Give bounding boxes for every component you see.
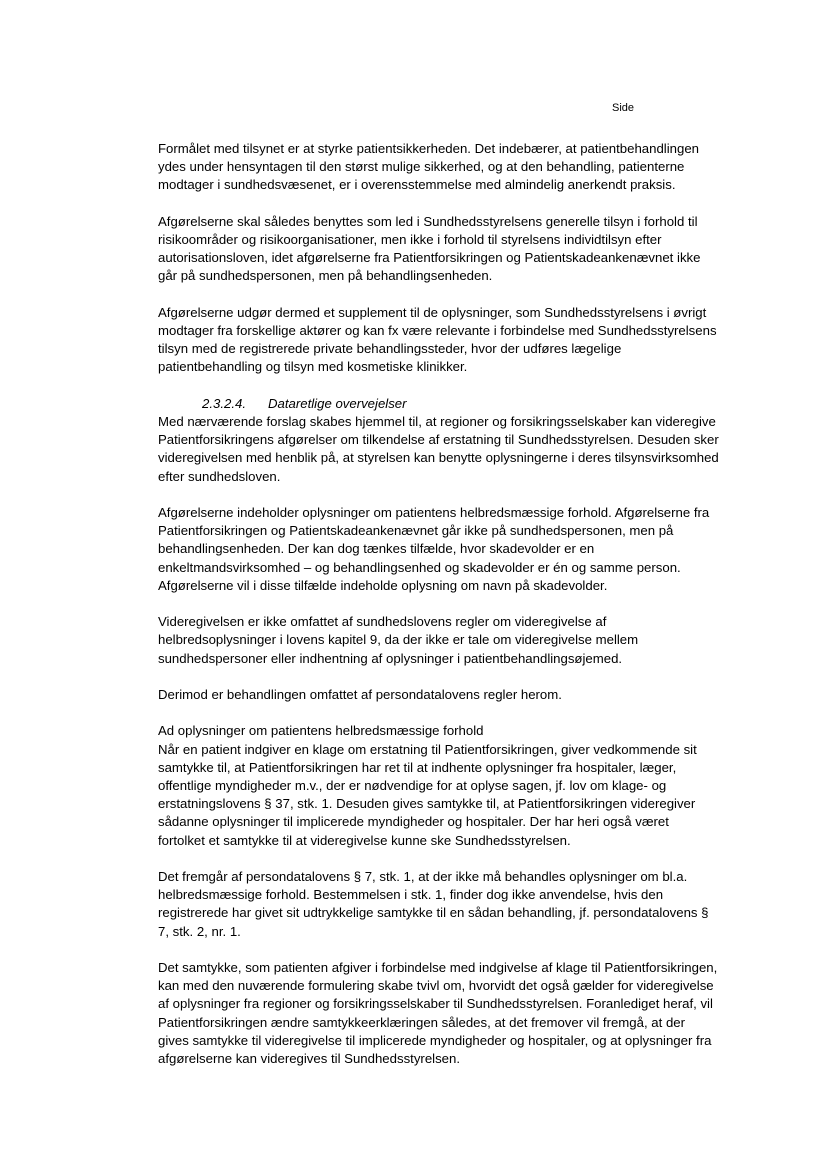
section-heading bbox=[158, 395, 758, 413]
document-body bbox=[158, 140, 758, 1086]
text-line: patientbehandling og tilsyn med kosmetiske klinikker. bbox=[158, 359, 468, 375]
text-line: fortolket et samtykke til at videregivelse kunne ske Sundhedsstyrelsen. bbox=[158, 832, 571, 848]
text-line: Afgørelserne udgør dermed et supplement til de oplysninger, som Sundhedsstyrelsens i øvrigt bbox=[158, 304, 707, 320]
text-line: risikoområder og risikoorganisationer, men ikke i forhold til styrelsens individtilsyn efter bbox=[158, 232, 662, 247]
text-line: registrerede har givet sit udtrykkelige samtykke til en sådan behandling, jf. persondatalovens § bbox=[158, 905, 709, 921]
text-line: afgørelserne kan videregives til Sundhedsstyrelsen. bbox=[158, 1051, 461, 1067]
section-title: Dataretlige overvejelser bbox=[268, 395, 407, 411]
text-line: sundhedspersoner eller indhentning af oplysninger i patientbehandlingsøjemed. bbox=[158, 650, 623, 666]
text-line: Patientforsikringen og Patientskadeankenævnet går ikke på sundhedspersonen, men på bbox=[158, 523, 674, 539]
text-line: autorisationsloven, idet afgørelserne fra Patientforsikringen og Patientskadeankenævnet ikke bbox=[158, 250, 701, 266]
text-line: Patientforsikringens afgørelser om tilkendelse af erstatning til Sundhedsstyrelsen. Desuden sker bbox=[158, 432, 719, 448]
text-line: sådanne oplysninger til implicerede myndigheder og hospitaler. Der har heri også været bbox=[158, 814, 669, 830]
paragraph bbox=[158, 959, 758, 1068]
text-line: videregivelsen med henblik på, at styrelsen kan benytte oplysningerne i deres tilsynsvirksomhed bbox=[158, 450, 719, 466]
text-line: Derimod er behandlingen omfattet af persondatalovens regler herom. bbox=[158, 687, 562, 702]
text-line: Afgørelserne vil i disse tilfælde indeholde oplysning om navn på skadevolder. bbox=[158, 577, 608, 593]
text-line: 7, stk. 2, nr. 1. bbox=[158, 923, 241, 939]
text-line: Afgørelserne indeholder oplysninger om patientens helbredsmæssige forhold. Afgørelserne fra bbox=[158, 505, 710, 520]
text-line: ydes under hensyntagen til den størst mulige sikkerhed, og at den behandling, patienterne bbox=[158, 159, 685, 175]
paragraph bbox=[158, 140, 758, 195]
text-line: Ad oplysninger om patientens helbredsmæssige forhold bbox=[158, 723, 484, 739]
text-line: modtager i sundhedsvæsenet, er i overensstemmelse med almindelig anerkendt praksis. bbox=[158, 177, 676, 193]
page-label: Side bbox=[612, 102, 635, 114]
section-number: 2.3.2.4. bbox=[202, 395, 246, 411]
paragraph bbox=[158, 868, 758, 941]
text-line: kan med den nuværende formulering skabe tvivl om, hvorvidt det også gælder for videregivelse bbox=[158, 978, 714, 994]
text-line: Formålet med tilsynet er at styrke patientsikkerheden. Det indebærer, at patientbehandlingen bbox=[158, 141, 699, 156]
paragraph bbox=[158, 213, 758, 286]
text-line: erstatningslovens § 37, stk. 1. Desuden gives samtykke til, at Patientforsikringen videregiver bbox=[158, 796, 696, 812]
text-line: tilsyn med de registrerede private behandlingssteder, hvor der udføres lægelige bbox=[158, 341, 622, 357]
text-line: efter sundhedsloven. bbox=[158, 468, 281, 484]
paragraph bbox=[158, 304, 758, 377]
paragraph bbox=[158, 722, 758, 849]
text-line: går på sundhedspersonen, men på behandlingsenheden. bbox=[158, 268, 493, 284]
paragraph bbox=[158, 504, 758, 595]
text-line: samtykke til, at Patientforsikringen har ret til at indhente oplysninger fra hospitaler, læger, bbox=[158, 759, 677, 775]
text-line: gives samtykke til videregivelse til implicerede myndigheder og hospitaler, og at oplysninger fra bbox=[158, 1032, 712, 1048]
paragraph bbox=[158, 613, 758, 668]
text-line: Det fremgår af persondatalovens § 7, stk. 1, at der ikke må behandles oplysninger om bl.a. bbox=[158, 869, 688, 884]
text-line: Patientforsikringen ændre samtykkeerklæringen således, at det fremover vil fremgå, at der bbox=[158, 1014, 686, 1030]
text-line: af oplysninger fra regioner og forsikringsselskaber til Sundhedsstyrelsen. Foranlediget heraf, vil bbox=[158, 996, 713, 1012]
text-line: Videregivelsen er ikke omfattet af sundhedslovens regler om videregivelse af bbox=[158, 614, 607, 630]
text-line: behandlingsenheden. Der kan dog tænkes tilfælde, hvor skadevolder er en bbox=[158, 541, 595, 557]
text-line: offentlige myndigheder m.v., der er nødvendige for at oplyse sagen, jf. lov om klage- og bbox=[158, 778, 667, 793]
section-paragraph bbox=[158, 395, 758, 486]
text-line: Det samtykke, som patienten afgiver i forbindelse med indgivelse af klage til Patientforsikringen, bbox=[158, 960, 718, 975]
text-line: Når en patient indgiver en klage om erstatning til Patientforsikringen, giver vedkommende sit bbox=[158, 741, 697, 757]
text-line: Afgørelserne skal således benyttes som led i Sundhedsstyrelsens generelle tilsyn i forhold til bbox=[158, 213, 698, 229]
text-line: helbredsmæssige forhold. Bestemmelsen i stk. 1, finder dog ikke anvendelse, hvis den bbox=[158, 887, 664, 903]
text-line: modtager fra forskellige aktører og kan fx være relevante i forbindelse med Sundhedsstyrelsens bbox=[158, 323, 717, 338]
paragraph bbox=[158, 686, 758, 704]
text-line: Med nærværende forslag skabes hjemmel til, at regioner og forsikringsselskaber kan videregive bbox=[158, 414, 716, 429]
text-line: helbredsoplysninger i lovens kapitel 9, da der ikke er tale om videregivelse mellem bbox=[158, 632, 639, 648]
text-line: enkeltmandsvirksomhed – og behandlingsenhed og skadevolder er én og samme person. bbox=[158, 559, 681, 575]
